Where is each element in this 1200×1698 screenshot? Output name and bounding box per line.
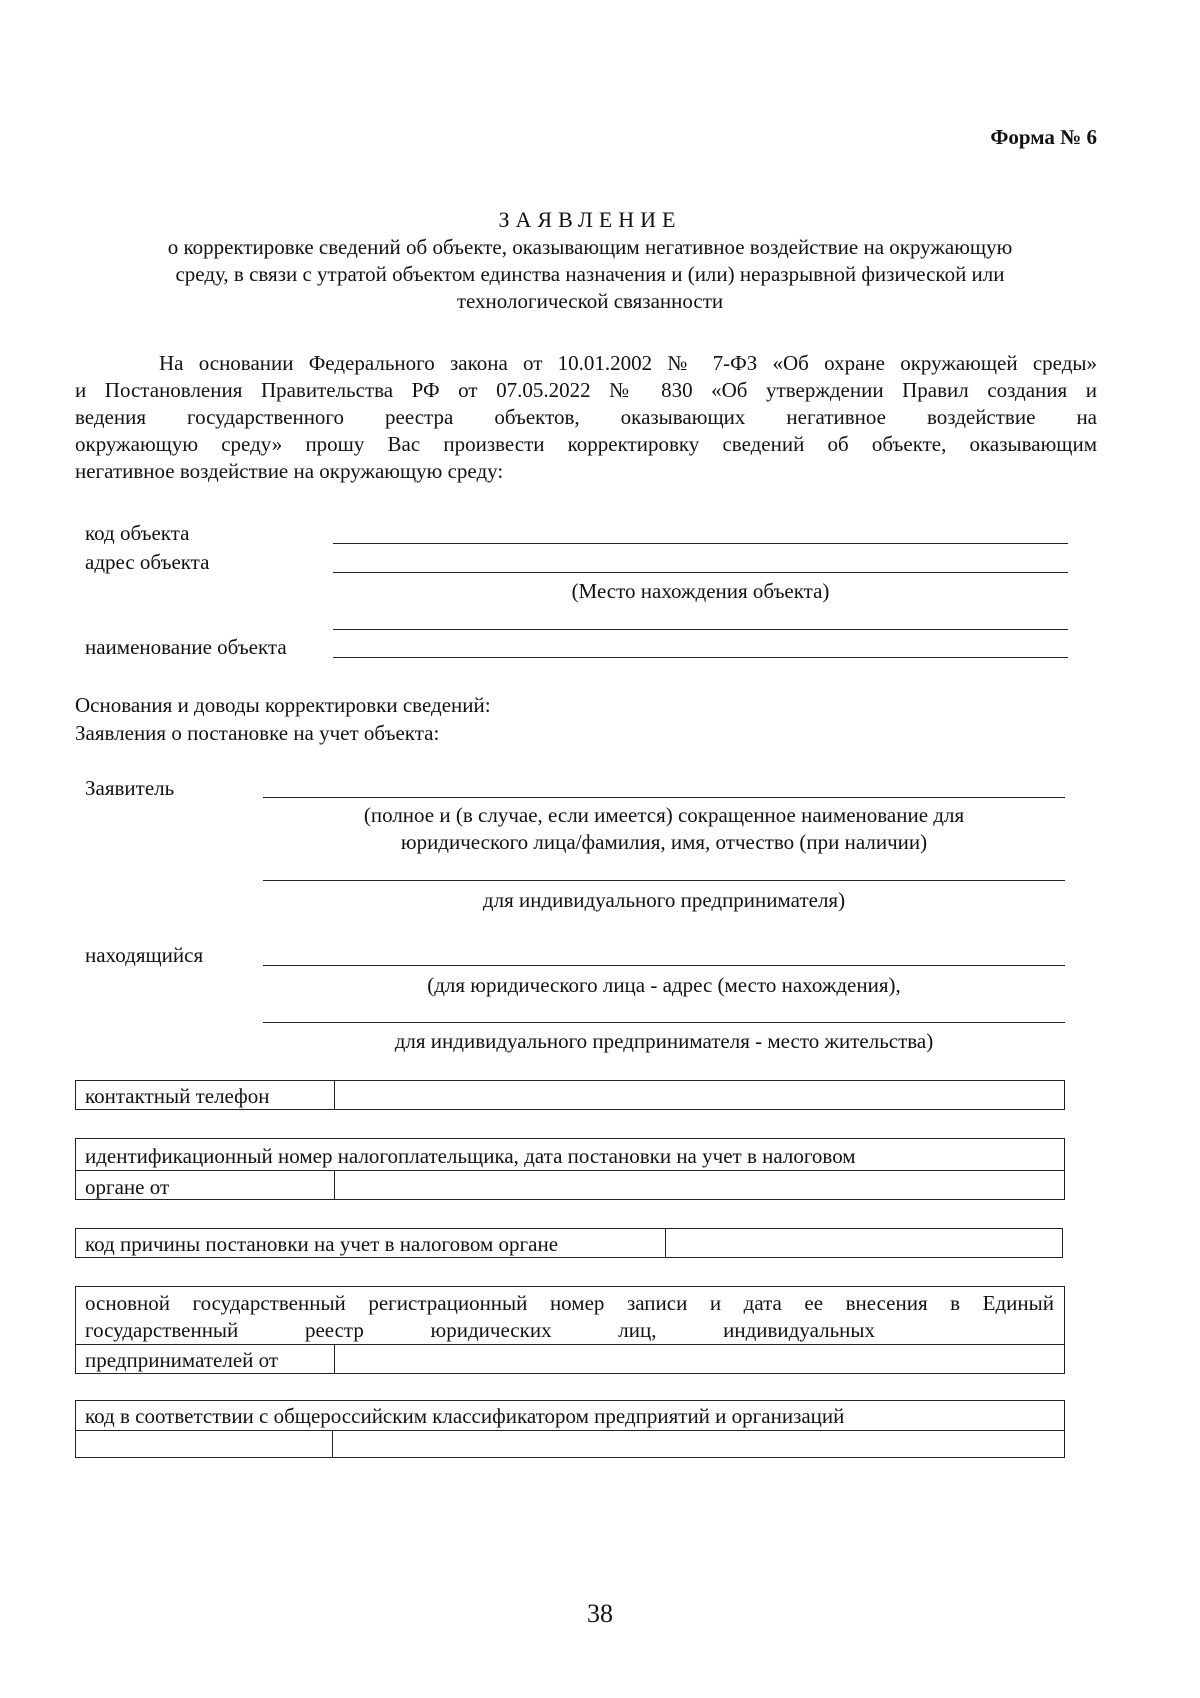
object-address-label: адрес объекта — [85, 550, 210, 574]
applicant-caption: юридического лица/фамилия, имя, отчество (при наличии) — [400, 830, 928, 854]
ogrn-field[interactable] — [335, 1345, 1064, 1373]
ogrn-label-line1: основной государственный регистрационный номер записи и дата ее внесения в Единый — [85, 1291, 1054, 1315]
location-field[interactable] — [263, 965, 1065, 966]
application-line: Заявления о постановке на учет объекта: — [75, 721, 440, 745]
document-title: ЗАЯВЛЕНИЕ — [498, 207, 682, 232]
ogrn-box — [75, 1286, 1065, 1374]
kpp-row — [75, 1228, 1063, 1258]
intro-line: и Постановления Правительства РФ от 07.05.2022 № 830 «Об утверждении Правил создания и — [75, 378, 1097, 402]
object-code-label: код объекта — [85, 521, 190, 545]
okpo-field[interactable] — [333, 1431, 1064, 1457]
page-number: 38 — [587, 1599, 613, 1628]
subtitle-line: о корректировке сведений об объекте, оказывающим негативное воздействие на окружающую — [167, 235, 1013, 259]
ogrn-text — [85, 1290, 1054, 1316]
ogrn-label-line2: государственный реестр юридических лиц, индивидуальных — [85, 1318, 875, 1342]
inn-box — [75, 1138, 1065, 1200]
subtitle-line: технологической связанности — [456, 289, 724, 313]
applicant-caption: (полное и (в случае, если имеется) сокращенное наименование для — [363, 803, 965, 827]
intro-line: негативное воздействие на окружающую среду: — [75, 459, 504, 483]
applicant-label: Заявитель — [85, 776, 175, 800]
object-address-caption: (Место нахождения объекта) — [571, 579, 830, 603]
kpp-label: код причины постановки на учет в налоговом органе — [85, 1232, 559, 1256]
inn-label-line2: органе от — [85, 1175, 170, 1199]
intro-line: окружающую среду» прошу Вас произвести корректировку сведений об объекте, оказывающим — [75, 432, 1097, 456]
location-field-line2[interactable] — [263, 1022, 1065, 1023]
ogrn-label-line3: предпринимателей от — [85, 1348, 279, 1372]
location-label: находящийся — [85, 943, 204, 967]
object-address-field[interactable] — [333, 572, 1068, 573]
phone-row — [75, 1080, 1065, 1110]
intro-paragraph — [75, 350, 1097, 485]
subtitle-line: среду, в связи с утратой объектом единства назначения и (или) неразрывной физической или — [175, 262, 1005, 286]
form-number: Форма № 6 — [990, 125, 1097, 149]
applicant-field[interactable] — [263, 797, 1065, 798]
phone-label: контактный телефон — [85, 1084, 270, 1108]
okpo-label: код в соответствии с общероссийским классификатором предприятий и организаций — [85, 1404, 845, 1428]
location-caption: для индивидуального предпринимателя - место жительства) — [394, 1029, 934, 1053]
grounds-line: Основания и доводы корректировки сведений: — [75, 693, 491, 717]
document-subtitle — [80, 234, 1100, 315]
phone-field[interactable] — [335, 1081, 1064, 1109]
okpo-box — [75, 1400, 1065, 1458]
ogrn-text-line2 — [85, 1317, 875, 1343]
intro-line: ведения государственного реестра объектов, оказывающих негативное воздействие на — [75, 405, 1097, 429]
location-caption: (для юридического лица - адрес (место нахождения), — [427, 973, 901, 997]
inn-label: идентификационный номер налогоплательщика, дата постановки на учет в налоговом — [85, 1144, 856, 1168]
object-code-field[interactable] — [333, 543, 1068, 544]
intro-line: На основании Федерального закона от 10.01.2002 № 7-ФЗ «Об охране окружающей среды» — [159, 351, 1097, 375]
kpp-field[interactable] — [666, 1229, 1062, 1257]
object-name-label: наименование объекта — [85, 635, 287, 659]
inn-field[interactable] — [335, 1171, 1064, 1199]
applicant-field-line2[interactable] — [263, 880, 1065, 881]
object-name-field-line2[interactable] — [333, 657, 1068, 658]
applicant-caption: для индивидуального предпринимателя) — [482, 888, 846, 912]
object-name-field-line1[interactable] — [333, 629, 1068, 630]
